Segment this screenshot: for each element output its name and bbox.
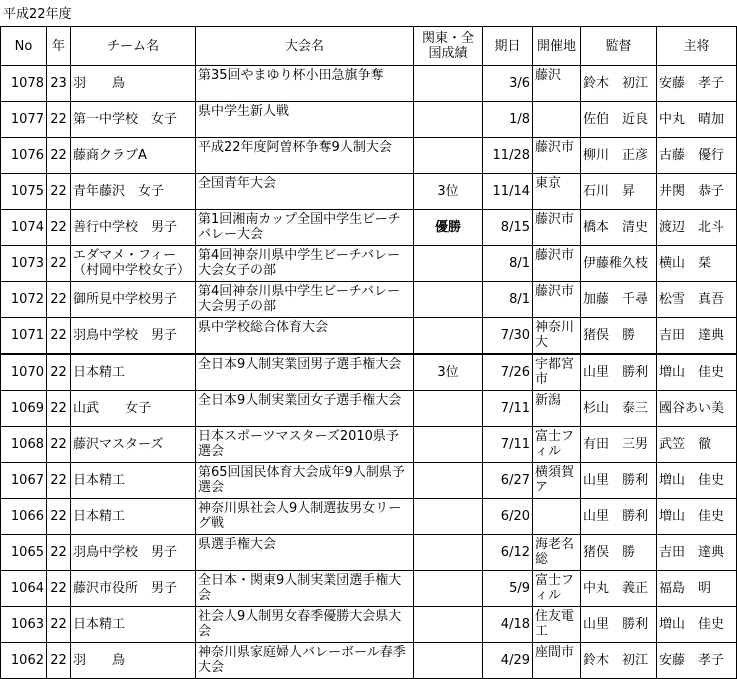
row-no: 1068 xyxy=(1,427,47,463)
row-captain: 古藤 優行 xyxy=(657,138,737,174)
row-coach: 山里 勝利 xyxy=(581,499,657,535)
row-coach: 有田 三男 xyxy=(581,427,657,463)
header-no: No xyxy=(1,27,47,66)
row-no: 1070 xyxy=(1,354,47,391)
row-no: 1076 xyxy=(1,138,47,174)
row-captain: 井関 恭子 xyxy=(657,174,737,210)
row-coach: 石川 昇 xyxy=(581,174,657,210)
row-tournament: 神奈川県社会人9人制選抜男女リーグ戦 xyxy=(196,499,414,535)
row-result xyxy=(414,643,483,679)
row-year: 22 xyxy=(47,607,71,643)
row-venue: 藤沢市 xyxy=(533,138,581,174)
row-no: 1071 xyxy=(1,318,47,355)
row-date: 11/28 xyxy=(483,138,533,174)
row-tournament: 全日本9人制実業団女子選手権大会 xyxy=(196,391,414,427)
table-row xyxy=(1,282,737,318)
row-year: 22 xyxy=(47,643,71,679)
row-no: 1063 xyxy=(1,607,47,643)
table-row xyxy=(1,138,737,174)
row-tournament: 第4回神奈川県中学生ビーチバレー大会女子の部 xyxy=(196,246,414,282)
row-tournament: 平成22年度阿曽杯争奪9人制大会 xyxy=(196,138,414,174)
row-result xyxy=(414,66,483,102)
row-date: 7/30 xyxy=(483,318,533,355)
row-no: 1073 xyxy=(1,246,47,282)
row-date: 7/11 xyxy=(483,427,533,463)
row-tournament: 第4回神奈川県中学生ビーチバレー大会男子の部 xyxy=(196,282,414,318)
row-tournament: 社会人9人制男女春季優勝大会県大会 xyxy=(196,607,414,643)
row-no: 1075 xyxy=(1,174,47,210)
row-year: 22 xyxy=(47,318,71,355)
row-team: 藤沢マスターズ xyxy=(71,427,196,463)
row-date: 1/8 xyxy=(483,102,533,138)
row-result xyxy=(414,138,483,174)
row-tournament: 全国青年大会 xyxy=(196,174,414,210)
row-coach: 中丸 義正 xyxy=(581,571,657,607)
row-captain: 福島 明 xyxy=(657,571,737,607)
row-tournament: 第65回国民体育大会成年9人制県予選会 xyxy=(196,463,414,499)
row-coach: 山里 勝利 xyxy=(581,463,657,499)
header-result: 関東・全国成績 xyxy=(414,27,483,66)
row-date: 4/18 xyxy=(483,607,533,643)
row-team: 御所見中学校男子 xyxy=(71,282,196,318)
row-captain: 安藤 孝子 xyxy=(657,66,737,102)
table-row xyxy=(1,210,737,246)
row-no: 1065 xyxy=(1,535,47,571)
row-year: 22 xyxy=(47,463,71,499)
row-team: 羽鳥中学校 男子 xyxy=(71,535,196,571)
row-venue xyxy=(533,499,581,535)
row-team: 第一中学校 女子 xyxy=(71,102,196,138)
row-year: 22 xyxy=(47,391,71,427)
row-coach: 猪俣 勝 xyxy=(581,318,657,355)
table-row xyxy=(1,174,737,210)
table-row xyxy=(1,427,737,463)
row-year: 22 xyxy=(47,138,71,174)
row-no: 1074 xyxy=(1,210,47,246)
row-captain: 松雪 真吾 xyxy=(657,282,737,318)
row-no: 1072 xyxy=(1,282,47,318)
row-coach: 加藤 千尋 xyxy=(581,282,657,318)
header-team: チーム名 xyxy=(71,27,196,66)
table-row xyxy=(1,499,737,535)
row-captain: 吉田 達典 xyxy=(657,318,737,355)
row-venue: 宇都宮市 xyxy=(533,354,581,391)
results-table xyxy=(0,26,737,679)
row-team: 藤商クラブA xyxy=(71,138,196,174)
table-row xyxy=(1,102,737,138)
row-year: 22 xyxy=(47,246,71,282)
row-venue: 藤沢 xyxy=(533,66,581,102)
row-year: 22 xyxy=(47,499,71,535)
row-result xyxy=(414,535,483,571)
row-team: 藤沢市役所 男子 xyxy=(71,571,196,607)
table-row xyxy=(1,391,737,427)
row-date: 8/1 xyxy=(483,246,533,282)
row-year: 22 xyxy=(47,102,71,138)
row-venue: 横須賀ア xyxy=(533,463,581,499)
row-year: 22 xyxy=(47,282,71,318)
table-row xyxy=(1,571,737,607)
row-result xyxy=(414,246,483,282)
table-row xyxy=(1,535,737,571)
row-tournament: 日本スポーツマスターズ2010県予選会 xyxy=(196,427,414,463)
header-row xyxy=(1,27,737,66)
row-no: 1067 xyxy=(1,463,47,499)
row-coach: 鈴木 初江 xyxy=(581,643,657,679)
row-tournament: 神奈川県家庭婦人バレーボール春季大会 xyxy=(196,643,414,679)
row-year: 22 xyxy=(47,571,71,607)
row-team: 善行中学校 男子 xyxy=(71,210,196,246)
row-venue: 住友電工 xyxy=(533,607,581,643)
row-captain: 安藤 孝子 xyxy=(657,643,737,679)
row-tournament: 全日本・関東9人制実業団選手権大会 xyxy=(196,571,414,607)
row-result xyxy=(414,282,483,318)
row-team: 日本精工 xyxy=(71,463,196,499)
row-date: 8/15 xyxy=(483,210,533,246)
row-result xyxy=(414,427,483,463)
row-captain: 國谷あい美 xyxy=(657,391,737,427)
row-result xyxy=(414,102,483,138)
table-row xyxy=(1,66,737,102)
row-venue: 神奈川大 xyxy=(533,318,581,355)
table-row xyxy=(1,354,737,391)
row-year: 22 xyxy=(47,354,71,391)
row-no: 1069 xyxy=(1,391,47,427)
row-year: 22 xyxy=(47,535,71,571)
row-tournament: 県選手権大会 xyxy=(196,535,414,571)
header-coach: 監督 xyxy=(581,27,657,66)
row-date: 6/27 xyxy=(483,463,533,499)
row-no: 1064 xyxy=(1,571,47,607)
header-year: 年 xyxy=(47,27,71,66)
row-tournament: 全日本9人制実業団男子選手権大会 xyxy=(196,354,414,391)
row-captain: 増山 佳史 xyxy=(657,607,737,643)
row-coach: 伊藤稚久枝 xyxy=(581,246,657,282)
row-captain: 武笠 徹 xyxy=(657,427,737,463)
row-date: 11/14 xyxy=(483,174,533,210)
row-captain: 吉田 達典 xyxy=(657,535,737,571)
row-coach: 猪俣 勝 xyxy=(581,535,657,571)
row-result xyxy=(414,391,483,427)
row-coach: 柳川 正彦 xyxy=(581,138,657,174)
row-tournament: 県中学生新人戦 xyxy=(196,102,414,138)
row-date: 6/20 xyxy=(483,499,533,535)
row-result: 3位 xyxy=(414,174,483,210)
row-venue: 富士フィル xyxy=(533,427,581,463)
row-no: 1078 xyxy=(1,66,47,102)
header-tournament: 大会名 xyxy=(196,27,414,66)
row-captain: 渡辺 北斗 xyxy=(657,210,737,246)
row-tournament: 県中学校総合体育大会 xyxy=(196,318,414,355)
row-captain: 横山 栞 xyxy=(657,246,737,282)
table-row xyxy=(1,643,737,679)
row-year: 22 xyxy=(47,174,71,210)
table-row xyxy=(1,463,737,499)
row-team: 日本精工 xyxy=(71,607,196,643)
row-team: 日本精工 xyxy=(71,499,196,535)
row-year: 22 xyxy=(47,210,71,246)
row-coach: 山里 勝利 xyxy=(581,354,657,391)
row-tournament: 第1回湘南カップ全国中学生ビーチバレー大会 xyxy=(196,210,414,246)
row-captain: 中丸 晴加 xyxy=(657,102,737,138)
row-result: 優勝 xyxy=(414,210,483,246)
row-captain: 増山 佳史 xyxy=(657,463,737,499)
row-venue: 新潟 xyxy=(533,391,581,427)
row-result xyxy=(414,607,483,643)
row-date: 7/26 xyxy=(483,354,533,391)
row-year: 22 xyxy=(47,427,71,463)
row-venue: 藤沢市 xyxy=(533,246,581,282)
row-result xyxy=(414,499,483,535)
row-result: 3位 xyxy=(414,354,483,391)
row-year: 23 xyxy=(47,66,71,102)
row-date: 8/1 xyxy=(483,282,533,318)
row-team: 羽鳥中学校 男子 xyxy=(71,318,196,355)
row-date: 4/29 xyxy=(483,643,533,679)
row-date: 5/9 xyxy=(483,571,533,607)
row-team: エダマメ・フィー（村岡中学校女子） xyxy=(71,246,196,282)
row-coach: 鈴木 初江 xyxy=(581,66,657,102)
row-no: 1077 xyxy=(1,102,47,138)
row-tournament: 第35回やまゆり杯小田急旗争奪 xyxy=(196,66,414,102)
row-date: 3/6 xyxy=(483,66,533,102)
row-result xyxy=(414,463,483,499)
row-venue: 富士フィル xyxy=(533,571,581,607)
row-captain: 増山 佳史 xyxy=(657,354,737,391)
row-team: 羽 鳥 xyxy=(71,643,196,679)
row-result xyxy=(414,571,483,607)
row-coach: 佐伯 近良 xyxy=(581,102,657,138)
header-captain: 主将 xyxy=(657,27,737,66)
row-coach: 橋本 清史 xyxy=(581,210,657,246)
row-team: 羽 鳥 xyxy=(71,66,196,102)
row-date: 7/11 xyxy=(483,391,533,427)
header-venue: 開催地 xyxy=(533,27,581,66)
row-team: 日本精工 xyxy=(71,354,196,391)
row-result xyxy=(414,318,483,355)
table-row xyxy=(1,607,737,643)
row-venue: 藤沢市 xyxy=(533,210,581,246)
table-caption: 平成22年度 xyxy=(3,7,72,22)
row-venue xyxy=(533,102,581,138)
row-team: 山武 女子 xyxy=(71,391,196,427)
row-no: 1062 xyxy=(1,643,47,679)
table-row xyxy=(1,318,737,355)
row-team: 青年藤沢 女子 xyxy=(71,174,196,210)
row-coach: 杉山 泰三 xyxy=(581,391,657,427)
row-date: 6/12 xyxy=(483,535,533,571)
row-venue: 藤沢市 xyxy=(533,282,581,318)
row-venue: 座間市 xyxy=(533,643,581,679)
row-coach: 山里 勝利 xyxy=(581,607,657,643)
row-captain: 増山 佳史 xyxy=(657,499,737,535)
row-venue: 海老名総 xyxy=(533,535,581,571)
table-body xyxy=(1,66,737,679)
row-no: 1066 xyxy=(1,499,47,535)
row-venue: 東京 xyxy=(533,174,581,210)
header-date: 期日 xyxy=(483,27,533,66)
table-row xyxy=(1,246,737,282)
